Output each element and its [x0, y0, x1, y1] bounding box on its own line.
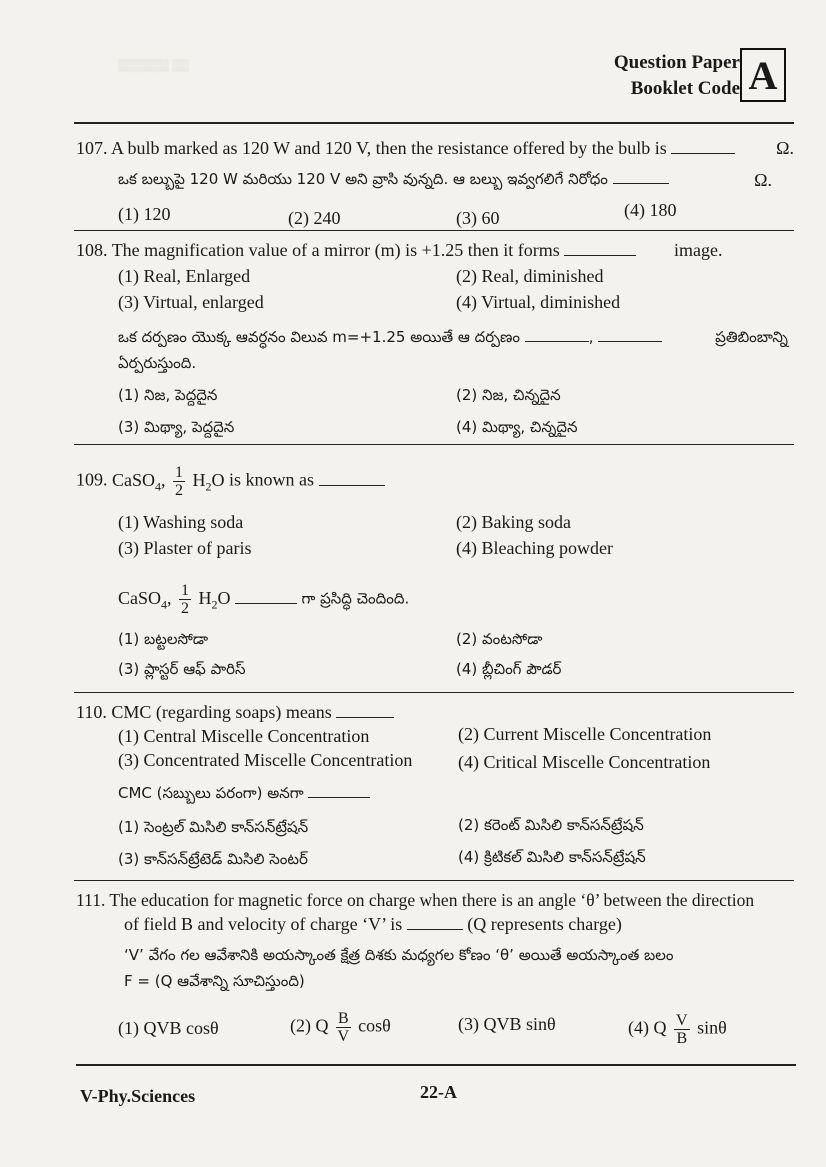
option-1: (1) Washing soda	[118, 512, 244, 532]
booklet-label-line1: Question Paper	[613, 52, 740, 73]
answer-blank	[407, 928, 463, 930]
question-text-en-2a: of field B and velocity of charge ‘V’ is	[124, 914, 403, 934]
option-2: (2) Baking soda	[456, 512, 571, 532]
divider	[76, 1064, 796, 1066]
option-text: (4) Q	[628, 1017, 667, 1038]
question-line1	[76, 890, 798, 911]
question-text-en: A bulb marked as 120 W and 120 V, then the resistance offered by the bulb is	[111, 138, 667, 158]
option-1: (1) QVB cosθ	[118, 1018, 219, 1038]
formula-text: O	[211, 469, 225, 490]
question-text-en: The education for magnetic force on charge when there is an angle ‘θ’ between the direction	[109, 890, 755, 910]
option-4	[628, 1012, 727, 1047]
formula-caso4	[112, 469, 166, 494]
question-line2	[124, 914, 798, 935]
answer-blank	[564, 254, 636, 256]
option-1-te: (1) బట్టలసోడా	[118, 630, 209, 648]
formula-h2o	[192, 469, 225, 494]
formula-caso4	[118, 587, 172, 612]
option-4: (4) 180	[624, 200, 677, 220]
booklet-code-box: A	[740, 48, 786, 102]
fraction-den: V	[337, 1028, 350, 1045]
answer-blank	[613, 182, 669, 184]
fraction-v-over-b	[674, 1012, 690, 1047]
answer-blank	[525, 340, 589, 342]
option-text: (2) Q	[290, 1015, 329, 1036]
option-3: (3) Plaster of paris	[118, 538, 252, 558]
option-3-te: (3) కాన్‌సన్‌ట్రేటెడ్ మిసిలి సెంటర్	[118, 850, 308, 868]
fraction-num: V	[676, 1012, 688, 1029]
question-text-te: గా ప్రసిద్ధి చెందింది.	[301, 589, 410, 608]
formula-text: H	[198, 587, 212, 608]
question-text-en: The magnification value of a mirror (m) is +1.25 then it forms	[111, 240, 560, 260]
formula-text: CaSO	[112, 469, 156, 490]
option-4-te: (4) బ్లీచింగ్ పౌడర్	[456, 660, 562, 678]
formula-text: O	[217, 587, 231, 608]
question-text-te: ‘V’ వేగం గల ఆవేశానికి అయస్కాంత క్షేత్ర దిశకు మధ్యగల కోణం ‘θ’ అయితే అయస్కాంత బలం	[124, 946, 674, 964]
option-3: (3) QVB sinθ	[458, 1014, 556, 1034]
footer-subject: V-Phy.Sciences	[80, 1086, 196, 1106]
option-4-te: (4) క్రిటికల్ మిసిలి కాన్‌సన్‌ట్రేషన్	[458, 848, 646, 866]
option-2-te: (2) కరెంట్ మిసిలి కాన్‌సన్‌ట్రేషన్	[458, 816, 644, 834]
question-text-te: CMC (సబ్బులు పరంగా) అనగా	[118, 784, 304, 802]
fraction-half	[179, 582, 191, 617]
question-text-en: is known as	[229, 469, 315, 490]
option-4: (4) Virtual, diminished	[456, 292, 621, 312]
question-number: 110.	[76, 702, 107, 722]
question-text-te: ఒక బల్బుపై 120 W మరియు 120 V అని వ్రాసి వున్నది. ఆ బల్బు ఇవ్వగలిగే నిరోధం	[118, 170, 608, 188]
divider	[74, 444, 794, 445]
question-text-end: image.	[674, 240, 723, 260]
footer-page-number: 22-A	[420, 1082, 457, 1102]
option-1: (1) 120	[118, 204, 171, 224]
answer-blank	[319, 484, 385, 486]
formula-text: CaSO	[118, 587, 162, 608]
option-1-te: (1) నిజ, పెద్దదైన	[118, 386, 218, 404]
option-3-te: (3) మిథ్యా, పెద్దదైన	[118, 418, 235, 436]
fraction-num: 1	[181, 582, 190, 599]
option-3-te: (3) ప్లాస్టర్ ఆఫ్ పారిస్	[118, 660, 246, 678]
option-2-te: (2) నిజ, చిన్నదైన	[456, 386, 561, 404]
answer-blank	[336, 716, 394, 718]
option-2: (2) Real, diminished	[456, 266, 604, 286]
question-text-te-line2: F = (Q ఆవేశాన్ని సూచిస్తుంది)	[124, 972, 305, 990]
formula-text: H	[192, 469, 206, 490]
unit-ohm: Ω.	[776, 138, 794, 158]
option-3: (3) Concentrated Miscelle Concentration	[118, 750, 413, 770]
question-text-te-line2: ఏర్పరుస్తుంది.	[118, 354, 197, 372]
question-number: 108.	[76, 240, 108, 260]
option-2: (2) 240	[288, 208, 341, 228]
fraction-num: B	[338, 1010, 349, 1027]
answer-blank	[308, 796, 370, 798]
formula-sub: 4	[155, 479, 162, 494]
question-number: 107.	[76, 138, 108, 158]
question-number: 109.	[76, 469, 108, 490]
question-text-en-2b: (Q represents charge)	[467, 914, 622, 934]
fraction-den: B	[676, 1030, 688, 1047]
option-1-te: (1) సెంట్రల్ మిసిలి కాన్‌సన్‌ట్రేషన్	[118, 818, 309, 836]
divider	[74, 692, 794, 693]
option-3: (3) 60	[456, 208, 500, 228]
formula-comma: ,	[161, 469, 166, 490]
fraction-den: 2	[181, 600, 190, 617]
answer-blank	[671, 152, 735, 154]
option-1: (1) Central Miscelle Concentration	[118, 726, 370, 746]
question-number: 111.	[76, 890, 106, 910]
option-text: cosθ	[358, 1015, 391, 1036]
question-text-te: ఒక దర్పణం యొక్క ఆవర్ధనం విలువ m=+1.25 అయితే ఆ దర్పణం	[118, 328, 520, 346]
question-text-te-end: ప్రతిబింబాన్ని	[715, 328, 788, 346]
formula-h2o	[198, 587, 231, 612]
answer-blank	[598, 340, 662, 342]
option-3: (3) Virtual, enlarged	[118, 292, 264, 312]
booklet-code-label	[614, 50, 740, 102]
divider	[74, 230, 794, 231]
divider	[74, 880, 794, 881]
option-4: (4) Bleaching powder	[456, 538, 613, 558]
bleed-through-text: ▒▒▒▒▒▒ ▒▒	[118, 58, 190, 72]
fraction-half	[173, 464, 185, 499]
fraction-num: 1	[175, 464, 184, 481]
option-2: (2) Current Miscelle Concentration	[458, 724, 712, 744]
option-2	[290, 1010, 391, 1045]
formula-sub: 2	[211, 597, 218, 612]
divider	[74, 122, 794, 124]
formula-sub: 2	[205, 479, 212, 494]
unit-ohm: Ω.	[754, 170, 772, 190]
option-4: (4) Critical Miscelle Concentration	[458, 752, 711, 772]
option-1: (1) Real, Enlarged	[118, 266, 251, 286]
fraction-den: 2	[175, 482, 184, 499]
formula-comma: ,	[167, 587, 172, 608]
option-text: sinθ	[697, 1017, 727, 1038]
option-2-te: (2) వంటసోడా	[456, 630, 543, 648]
booklet-label-line2: Booklet Code	[630, 78, 740, 99]
fraction-b-over-v	[336, 1010, 351, 1045]
answer-blank	[235, 602, 297, 604]
formula-sub: 4	[161, 597, 168, 612]
option-4-te: (4) మిథ్యా, చిన్నదైన	[456, 418, 578, 436]
question-text-en: CMC (regarding soaps) means	[111, 702, 332, 722]
question-paper-page: ▒▒▒▒▒▒ ▒▒ Question Paper Booklet Code A 107. A bulb marked as 120 W and 120 V, then the resistance offered by the bulb is Ω. ఒక బల్బుపై 120 W మరియు 120 V అని వ్రాసి వున్నది. ఆ బల్బు ఇవ్వగలిగే నిరోధం Ω. (1) 120 (2) 240 (3) 60 (4) 180 108. The magnification value of a mirror (m) is +1.25 then it forms image. (1) Real, Enlarged (2) Real, diminished (3) Virtual, enlarged (4) Virtual, diminished ఒక దర్పణం యొక్క ఆవర్ధనం విలువ m=+1.25 అయితే ఆ దర్పణం , ప్రతిబింబాన్ని ఏర్పరుస్తుంది. (1) నిజ, పెద్దదైన (2) నిజ, చిన్నదైన (3) మిథ్యా, పెద్దదైన (4) మిథ్యా, చిన్నదైన 109. CaSO$_4$, $\frac{1}{2}$ $H_2O$ is known as (1) Washing soda (2) Baking soda (3) Plaster of paris (4) Bleaching powder CaSO$_4$, $\frac{1}{2}$ $H_2O$ గా ప్రసిద్ధి చెందింది. (1) బట్టలసోడా (2) వంటసోడా (3) ప్లాస్టర్ ఆఫ్ పారిస్ (4) బ్లీచింగ్ పౌడర్ 110. CMC (regarding soaps) means (1) Central Miscelle Concentration (2) Current Miscelle Concentration (3) Concentrated Miscelle Concentration (4) Critical Miscelle Concentration CMC (సబ్బులు పరంగా) అనగా (1) సెంట్రల్ మిసిలి కాన్‌సన్‌ట్రేషన్ (2) కరెంట్ మిసిలి కాన్‌సన్‌ట్రేషన్ (3) కాన్‌సన్‌ట్రేటెడ్ మిసిలి సెంటర్ (4) క్రిటికల్ మిసిలి కాన్‌సన్‌ట్రేషన్ 111. The education for magnetic force on charge when there is an angle ‘θ’ between the direction of field B and velocity of charge ‘V’ is (Q represents charge) ‘V’ వేగం గల ఆవేశానికి అయస్కాంత క్షేత్ర దిశకు మధ్యగల కోణం ‘θ’ అయితే అయస్కాంత బలం F = (Q ఆవేశాన్ని సూచిస్తుంది) (1) QVB cosθ (2) Q $\frac{B}{V}$ cosθ (3) QVB sinθ (4) Q $\frac{V}{B}$ sinθ V-Phy.Sciences 22-A	[0, 0, 826, 1167]
